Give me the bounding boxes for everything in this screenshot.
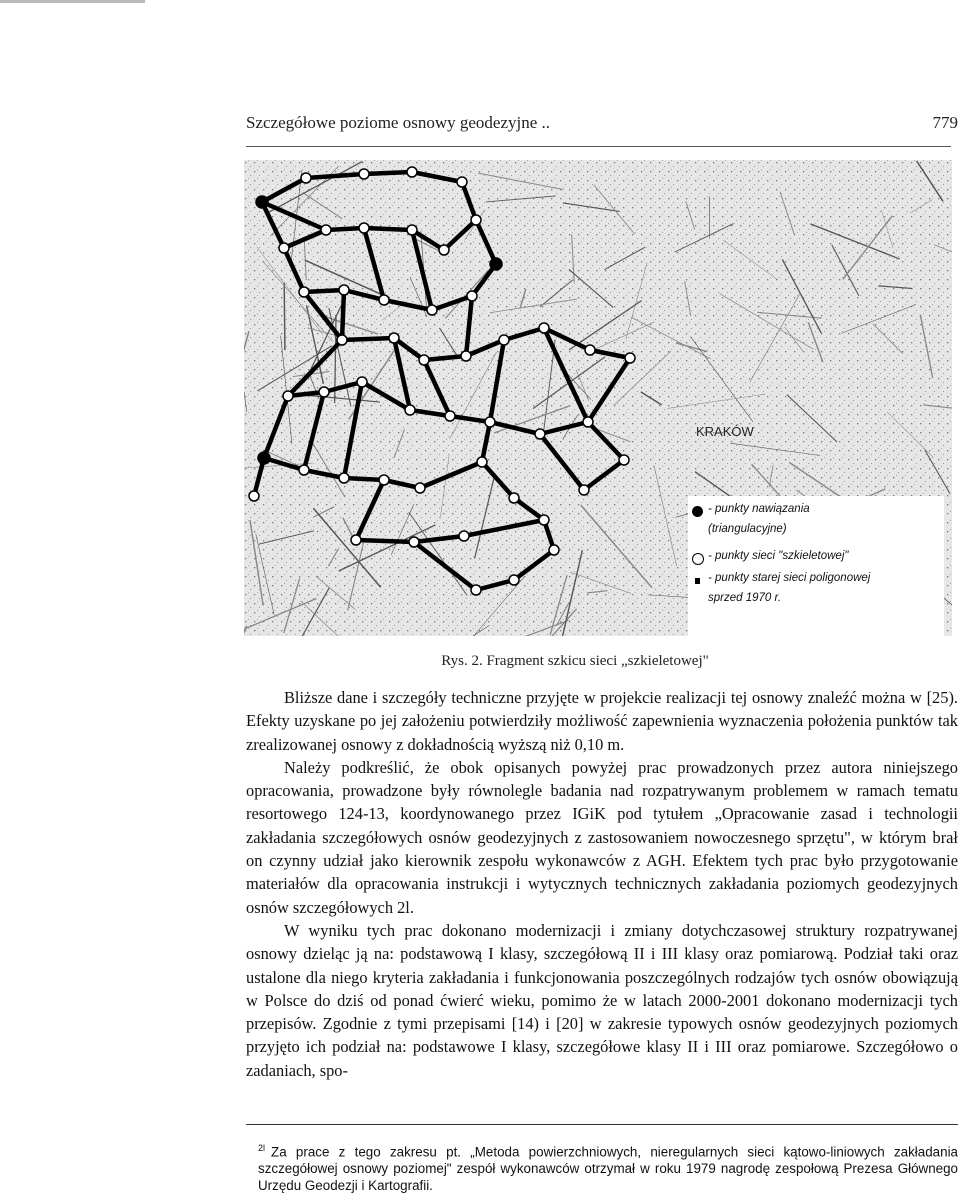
- skeleton-point: [357, 377, 367, 387]
- skeleton-point: [405, 405, 415, 415]
- skeleton-point: [625, 353, 635, 363]
- skeleton-point: [509, 493, 519, 503]
- skeleton-point: [535, 429, 545, 439]
- skeleton-point: [585, 345, 595, 355]
- skeleton-point: [539, 323, 549, 333]
- skeleton-point: [407, 225, 417, 235]
- skeleton-point: [419, 355, 429, 365]
- skeleton-point: [549, 545, 559, 555]
- skeleton-point: [409, 537, 419, 547]
- paragraph: W wyniku tych prac dokonano modernizacji i zmiany dotychczasowej struktury rozpatrywanej osnowy dzieląc ją na: podstawową I klasy, szczegółową II i III klasy oraz pomiarową. Podział taki oraz ustalone dla niego kryteria zakładania i funkcjonowania poszczególnych rodzajów tych osnów obowiązują w Polsce do dziś od ponad ćwierć wieku, pomimo że w latach 2000-2001 dokonano modernizacji tych przepisów. Zgodnie z tymi przepisami [14) i [20] w zakresie typowych osnów geodezyjnych poziomych przyjęto ich podział na: podstawowe I klasy, szczegółowe klasy II i III oraz pomiarowe. Szczegółowo o zadaniach, spo-: [246, 919, 958, 1082]
- skeleton-point: [359, 169, 369, 179]
- running-header: [246, 113, 960, 137]
- header-rule: [246, 146, 951, 147]
- skeleton-point: [337, 335, 347, 345]
- paragraph: Bliższe dane i szczegóły techniczne przyjęte w projekcie realizacji tej osnowy znaleźć można w [25). Efekty uzyskane po jej założeniu potwierdziły możliwość zapewnienia wyznaczenia położenia punktów tak zrealizowanej osnowy z dokładnością wyższą niż 0,10 m.: [246, 686, 958, 756]
- skeleton-point: [477, 457, 487, 467]
- control-point: [256, 196, 268, 208]
- skeleton-point: [321, 225, 331, 235]
- skeleton-point: [299, 287, 309, 297]
- skeleton-point: [579, 485, 589, 495]
- skeleton-point: [539, 515, 549, 525]
- map-label-krakow: KRAKÓW: [696, 424, 755, 439]
- network-line: [304, 290, 344, 292]
- network-line: [364, 172, 412, 174]
- skeleton-point: [467, 291, 477, 301]
- skeleton-point: [619, 455, 629, 465]
- open-circle-icon: [692, 553, 704, 565]
- skeleton-point: [299, 465, 309, 475]
- skeleton-point: [407, 167, 417, 177]
- network-line: [364, 228, 412, 230]
- skeleton-point: [249, 491, 259, 501]
- skeleton-point: [351, 535, 361, 545]
- network-line: [356, 540, 414, 542]
- street-line: [284, 282, 285, 350]
- skeleton-point: [319, 387, 329, 397]
- footnote-rule: [246, 1124, 958, 1125]
- footnote: [258, 1140, 958, 1194]
- skeleton-point: [471, 585, 481, 595]
- footnote-text: Za prace z tego zakresu pt. „Metoda powierzchniowych, nieregularnych sieci kątowo-liniowych zakładania szczegółowej osnowy poziomej" zespół wykonawców otrzymał w roku 1979 nagrodę zespołową Prezesa Głównego Urzędu Geodezji i Kartografii.: [258, 1144, 958, 1192]
- network-line: [342, 290, 344, 340]
- skeleton-point: [445, 411, 455, 421]
- skeleton-point: [301, 173, 311, 183]
- skeleton-point: [279, 243, 289, 253]
- body-text: [246, 686, 958, 1082]
- skeleton-point: [439, 245, 449, 255]
- network-line: [344, 478, 384, 480]
- skeleton-point: [389, 333, 399, 343]
- skeleton-point: [283, 391, 293, 401]
- skeleton-point: [339, 473, 349, 483]
- skeleton-point: [379, 295, 389, 305]
- skeleton-point: [471, 215, 481, 225]
- skeleton-point: [583, 417, 593, 427]
- skeleton-point: [509, 575, 519, 585]
- skeleton-point: [499, 335, 509, 345]
- skeleton-point: [485, 417, 495, 427]
- skeleton-point: [415, 483, 425, 493]
- skeleton-point: [339, 285, 349, 295]
- filled-circle-icon: [692, 506, 703, 517]
- skeleton-point: [457, 177, 467, 187]
- figure-legend: - punkty nawiązania (triangulacyjne) - punkty sieci "szkieletowej" - punkty starej sieci poligonowej sprzed 1970 r.: [688, 496, 944, 636]
- running-title: Szczegółowe poziome osnowy geodezyjne ..: [246, 113, 550, 133]
- skeleton-point: [379, 475, 389, 485]
- skeleton-point: [427, 305, 437, 315]
- control-point: [258, 452, 270, 464]
- control-point: [490, 258, 502, 270]
- page-edge-mark: [0, 0, 145, 3]
- page-number: 779: [933, 113, 959, 133]
- footnote-marker: 2l: [258, 1143, 265, 1153]
- small-square-icon: [695, 578, 700, 584]
- network-line: [342, 338, 394, 340]
- figure-caption: Rys. 2. Fragment szkicu sieci „szkieletowej": [0, 653, 960, 670]
- skeleton-point: [461, 351, 471, 361]
- paragraph: Należy podkreślić, że obok opisanych powyżej prac prowadzonych przez autora niniejszego opracowania, prowadzone były równolegle badania nad rozpatrywanym problemem w ramach tematu resortowego 124-13, koordynowanego przez IGiK pod tytułem „Opracowanie zasad i technologii zakładania szczegółowych osnów geodezyjnych z zastosowaniem nowoczesnego sprzętu", w którym brał on czynny udział jako kierownik zespołu wykonawców z AGH. Efektem tych prac było przygotowanie materiałów dla opracowania instrukcji i wytycznych technicznych zakładania poziomych geodezyjnych osnów szczegółowych 2l.: [246, 756, 958, 919]
- skeleton-point: [359, 223, 369, 233]
- network-sketch-figure: [244, 160, 952, 636]
- skeleton-point: [459, 531, 469, 541]
